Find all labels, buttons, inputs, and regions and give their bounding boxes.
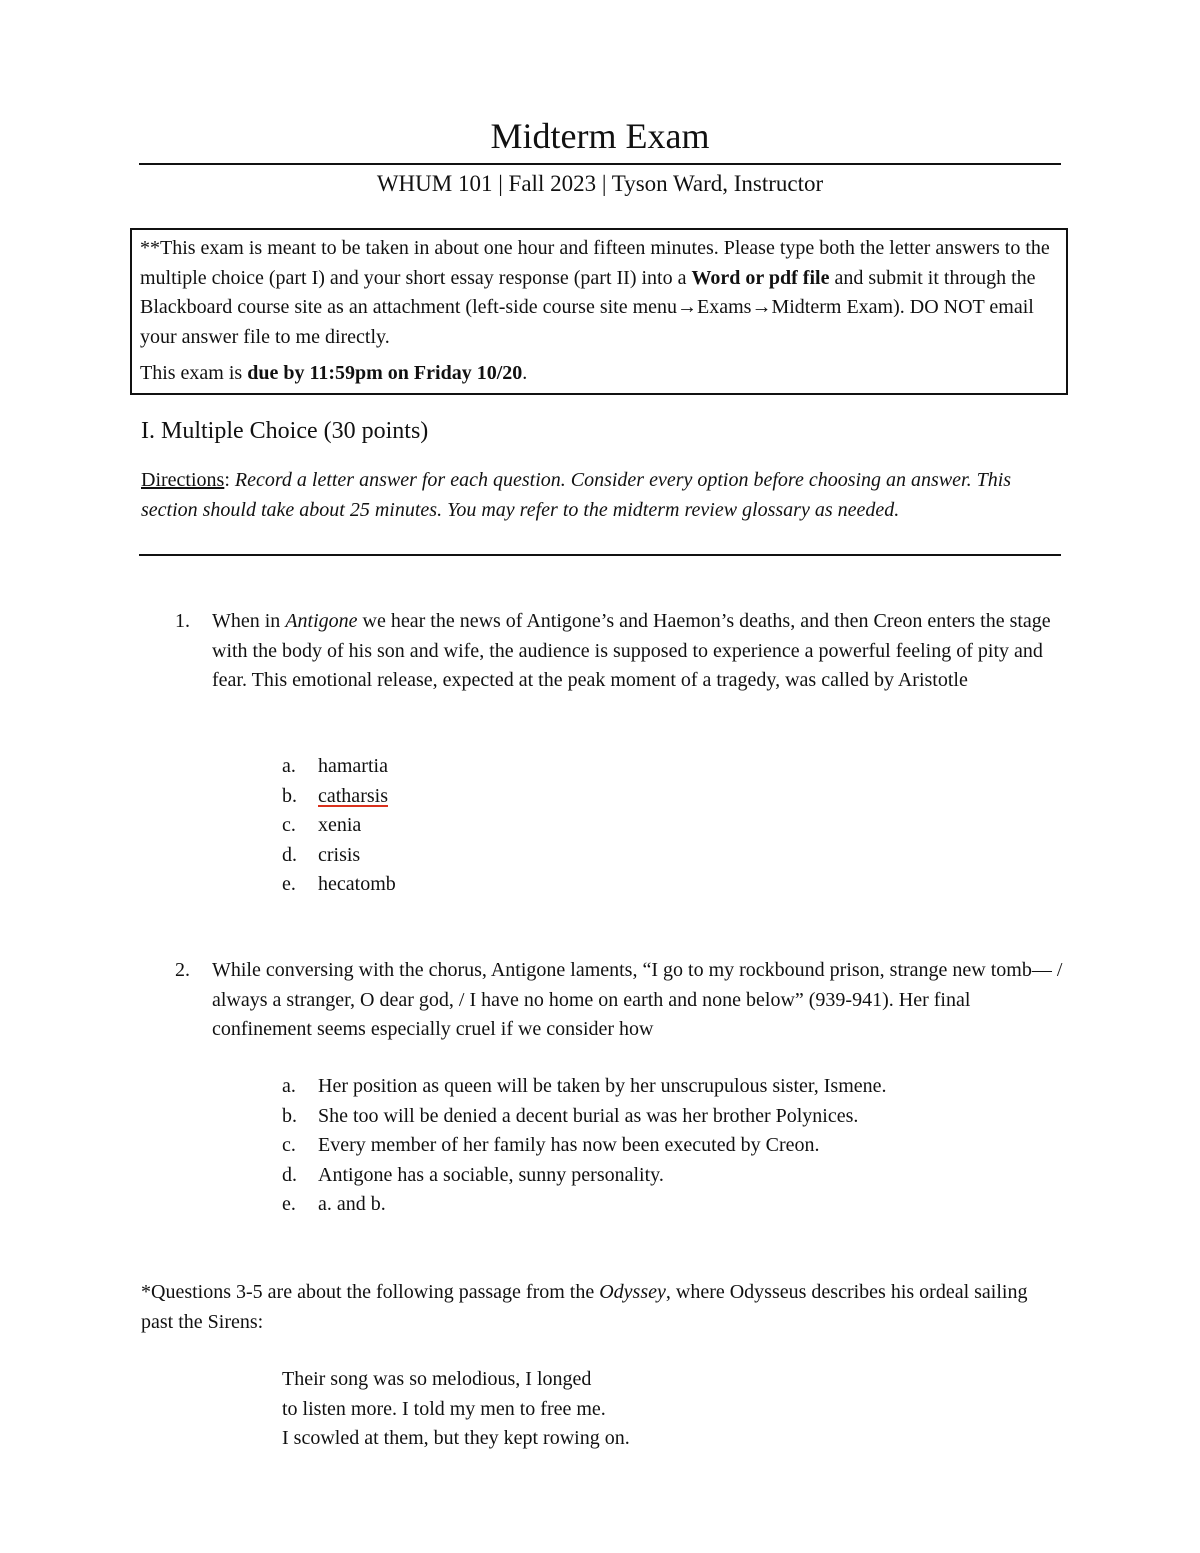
option-letter: c. — [282, 1134, 296, 1156]
passage-note — [141, 1278, 1061, 1337]
option-letter: a. — [282, 1075, 296, 1097]
question-stem: While conversing with the chorus, Antigone laments, “I go to my rockbound prison, strange new tomb— / always a stranger, O dear god, / I have no home on earth and none below” (939-941). Her final confinement seems especially cruel if we consider how — [212, 959, 1063, 1040]
stem-text: When in — [212, 610, 286, 632]
option-d — [282, 1161, 887, 1191]
option-letter: a. — [282, 755, 296, 777]
question-number: 2. — [175, 959, 190, 981]
option-letter: e. — [282, 1193, 296, 1215]
option-text: She too will be denied a decent burial as was her brother Polynices. — [318, 1104, 859, 1127]
option-letter: c. — [282, 814, 296, 836]
instructions-text-2: and submit it through the Blackboard course site as an attachment (left-side course site menu→Exams→Midterm Exam). DO NOT email your answer file to me directly. — [140, 266, 1036, 348]
option-c — [282, 1131, 887, 1161]
option-text: hamartia — [318, 755, 388, 777]
option-text: hecatomb — [318, 873, 396, 895]
option-letter: b. — [282, 1104, 297, 1127]
stem-text: we hear the news of Antigone’s and Haemon’s deaths, and then Creon enters the stage with the body of his son and wife, the audience is supposed to experience a powerful feeling of pity and fear. This emotional release, expected at the peak moment of a tragedy, was called by Aristotle — [212, 610, 1051, 691]
poem-line: I scowled at them, but they kept rowing on. — [282, 1427, 630, 1449]
question-stem — [212, 607, 1065, 696]
option-text: Antigone has a sociable, sunny personality. — [318, 1163, 664, 1186]
section-divider — [139, 554, 1061, 556]
directions-text: Record a letter answer for each question. Consider every option before choosing an answer. This section should take about 25 minutes. You may refer to the midterm review glossary as needed. — [141, 469, 1012, 521]
title-divider — [139, 163, 1061, 165]
option-text: crisis — [318, 843, 361, 866]
note-text: *Questions 3-5 are about the following passage from the — [141, 1281, 600, 1303]
instructions-text-1: **This exam is meant to be taken in about one hour and fifteen minutes. Please type both the letter answers to the multiple choice (part I) and your short essay response (part II) into a — [140, 237, 1050, 289]
directions-label: Directions — [141, 469, 225, 491]
option-letter: d. — [282, 843, 297, 866]
directions-colon: : — [224, 469, 235, 491]
due-date: due by 11:59pm on Friday 10/20 — [247, 362, 523, 384]
option-b-marked-answer — [282, 782, 396, 812]
poem-line: Their song was so melodious, I longed — [282, 1368, 592, 1390]
option-text: catharsis — [318, 784, 388, 807]
page-title: Midterm Exam — [490, 116, 710, 156]
instructions-paragraph — [140, 234, 1058, 352]
option-a — [282, 1072, 887, 1102]
section-heading: I. Multiple Choice (30 points) — [141, 418, 429, 444]
option-text: a. and b. — [318, 1193, 386, 1215]
question-number: 1. — [175, 610, 190, 632]
question-1 — [175, 607, 1065, 696]
poem-line: to listen more. I told my men to free me. — [282, 1397, 606, 1420]
due-date-paragraph — [140, 359, 1058, 389]
instructions-file-type: Word or pdf file — [691, 266, 830, 289]
option-text: xenia — [318, 814, 362, 836]
option-letter: e. — [282, 873, 296, 895]
option-text: Her position as queen will be taken by her unscrupulous sister, Ismene. — [318, 1075, 887, 1097]
option-a — [282, 752, 396, 782]
option-d — [282, 841, 396, 871]
note-text: , where Odysseus describes his ordeal sailing past the Sirens: — [141, 1281, 1028, 1333]
option-letter: d. — [282, 1163, 297, 1186]
instructions-box — [130, 228, 1068, 395]
option-b — [282, 1102, 887, 1132]
option-text: Every member of her family has now been executed by Creon. — [318, 1134, 820, 1156]
stem-work-title: Antigone — [285, 610, 358, 632]
option-e — [282, 870, 396, 900]
option-letter: b. — [282, 784, 297, 807]
option-c — [282, 811, 396, 841]
course-subtitle: WHUM 101 | Fall 2023 | Tyson Ward, Instructor — [376, 171, 824, 196]
due-period: . — [522, 362, 528, 384]
option-e — [282, 1190, 887, 1220]
section-directions — [141, 466, 1061, 525]
question-2-options — [282, 1072, 887, 1220]
question-2 — [175, 956, 1065, 1045]
due-text: This exam is — [140, 362, 248, 384]
note-work-title: Odyssey — [599, 1281, 666, 1303]
poem-passage — [282, 1365, 630, 1454]
question-1-options — [282, 752, 396, 900]
